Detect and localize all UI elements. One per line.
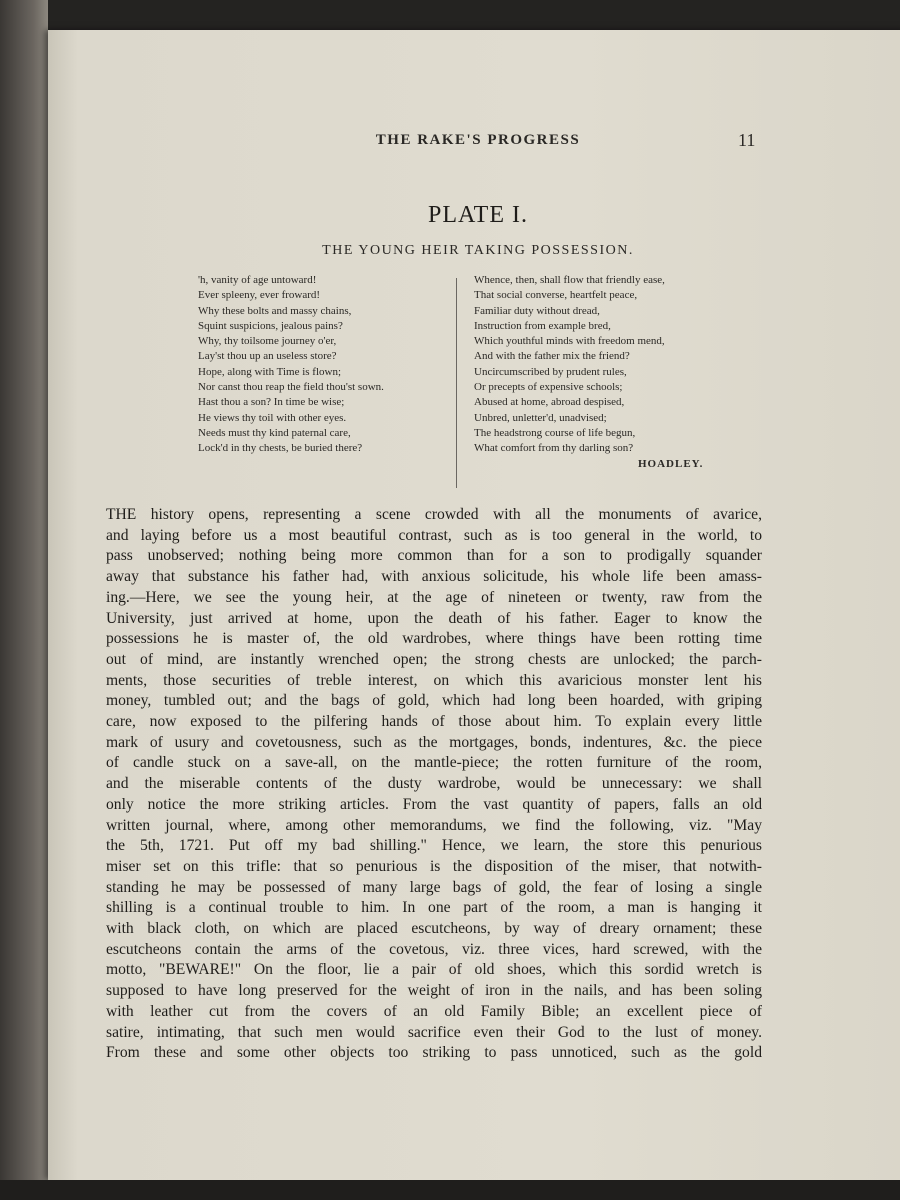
page-gutter	[0, 0, 48, 1200]
poem-line: The headstrong course of life begun,	[474, 426, 636, 439]
plate-title: PLATE I.	[428, 202, 528, 228]
poem-line: Lay'st thou up an useless store?	[198, 350, 337, 363]
poem-line: And with the father mix the friend?	[474, 350, 630, 363]
body-line: supposed to have long preserved for the weight of iron in the nails, and has been soling	[106, 982, 762, 1000]
book-page	[48, 30, 900, 1180]
poem-line: Lock'd in thy chests, be buried there?	[198, 442, 363, 455]
body-line: possessions he is master of, the old wardrobes, where things have been rotting time	[106, 630, 762, 648]
page-number: 11	[738, 130, 756, 150]
poem-line: He views thy toil with other eyes.	[198, 411, 347, 424]
body-line: pass unobserved; nothing being more common than for a son to prodigally squander	[106, 547, 762, 565]
body-line: standing he may be possessed of many large bags of gold, the fear of losing a single	[106, 878, 762, 896]
body-line: away that substance his father had, with anxious solicitude, his whole life been amass-	[106, 568, 762, 586]
body-line: care, now exposed to the pilfering hands of those about him. To explain every little	[106, 713, 762, 731]
poem-line: Why, thy toilsome journey o'er,	[198, 335, 337, 348]
poem-line: Hope, along with Time is flown;	[198, 365, 342, 378]
poem-left-column	[198, 273, 453, 457]
body-line: and laying before us a most beautiful contrast, such as is too general in the world, to	[106, 526, 762, 544]
body-line: satire, intimating, that such men would sacrifice even their God to the lust of money.	[106, 1023, 762, 1041]
body-line: the 5th, 1721. Put off my bad shilling." Hence, we learn, the store this penurious	[106, 837, 762, 855]
book-top-edge	[0, 0, 900, 32]
body-text	[106, 505, 762, 1064]
body-line: written journal, where, among other memorandums, we find the following, viz. "May	[106, 816, 762, 834]
body-line: out of mind, are instantly wrenched open; the strong chests are unlocked; the parch-	[106, 650, 762, 668]
body-line: only notice the more striking articles. From the vast quantity of papers, falls an old	[106, 795, 762, 813]
poem-line: Needs must thy kind paternal care,	[198, 426, 351, 439]
poem-line: Familiar duty without dread,	[474, 304, 600, 317]
poem-line: What comfort from thy darling son?	[474, 442, 634, 455]
book-bottom-edge	[0, 1180, 900, 1200]
poem-line: Why these bolts and massy chains,	[198, 304, 352, 317]
body-line: THE history opens, representing a scene crowded with all the monuments of avarice,	[106, 506, 762, 523]
plate-subtitle: THE YOUNG HEIR TAKING POSSESSION.	[322, 243, 634, 258]
poem-line: That social converse, heartfelt peace,	[474, 289, 638, 302]
poem-line: Ever spleeny, ever froward!	[198, 289, 321, 302]
body-line: From these and some other objects too striking to pass unnoticed, such as the gold	[106, 1044, 762, 1062]
body-line: escutcheons contain the arms of the covetous, viz. three vices, hard screwed, with the	[106, 940, 762, 958]
poem-line: 'h, vanity of age untoward!	[198, 274, 317, 286]
poem-line: Abused at home, abroad despised,	[474, 396, 625, 409]
poem-line: Which youthful minds with freedom mend,	[474, 335, 665, 348]
body-line: ments, those securities of treble interest, on which this avaricious monster lent his	[106, 671, 762, 689]
poem-divider	[456, 278, 457, 488]
body-line: of candle stuck on a save-all, on the mantle-piece; the rotten furniture of the room,	[106, 754, 762, 772]
body-line: ing.—Here, we see the young heir, at the age of nineteen or twenty, raw from the	[106, 588, 762, 606]
poem-line: Instruction from example bred,	[474, 319, 611, 332]
poem-line: Whence, then, shall flow that friendly ease,	[474, 274, 665, 286]
poem-line: Hast thou a son? In time be wise;	[198, 396, 345, 409]
poem-attribution: HOADLEY.	[638, 458, 704, 470]
body-line: shilling is a continual trouble to him. In one part of the room, a man is hanging it	[106, 899, 762, 917]
poem-line: Nor canst thou reap the field thou'st sown.	[198, 381, 384, 394]
poem-line: Squint suspicions, jealous pains?	[198, 319, 343, 332]
body-line: mark of usury and covetousness, such as the mortgages, bonds, indentures, &c. the piece	[106, 733, 762, 751]
poem-line: Uncircumscribed by prudent rules,	[474, 365, 627, 378]
body-line: University, just arrived at home, upon the death of his father. Eager to know the	[106, 609, 762, 627]
poem-right-column	[474, 273, 744, 457]
body-line: miser set on this trifle: that so penurious is the disposition of the miser, that notwith-	[106, 857, 762, 875]
poem-line: Unbred, unletter'd, unadvised;	[474, 411, 607, 424]
running-head: THE RAKE'S PROGRESS	[375, 132, 581, 148]
body-line: motto, "BEWARE!" On the floor, lie a pair of old shoes, which this sordid wretch is	[106, 961, 762, 979]
body-line: with leather cut from the covers of an old Family Bible; an excellent piece of	[106, 1002, 762, 1020]
poem-line: Or precepts of expensive schools;	[474, 381, 623, 394]
body-line: and the miserable contents of the dusty wardrobe, would be unnecessary: we shall	[106, 775, 762, 793]
body-line: money, tumbled out; and the bags of gold, which had long been hoarded, with griping	[106, 692, 762, 710]
body-line: with black cloth, on which are placed escutcheons, by way of dreary ornament; these	[106, 920, 762, 938]
